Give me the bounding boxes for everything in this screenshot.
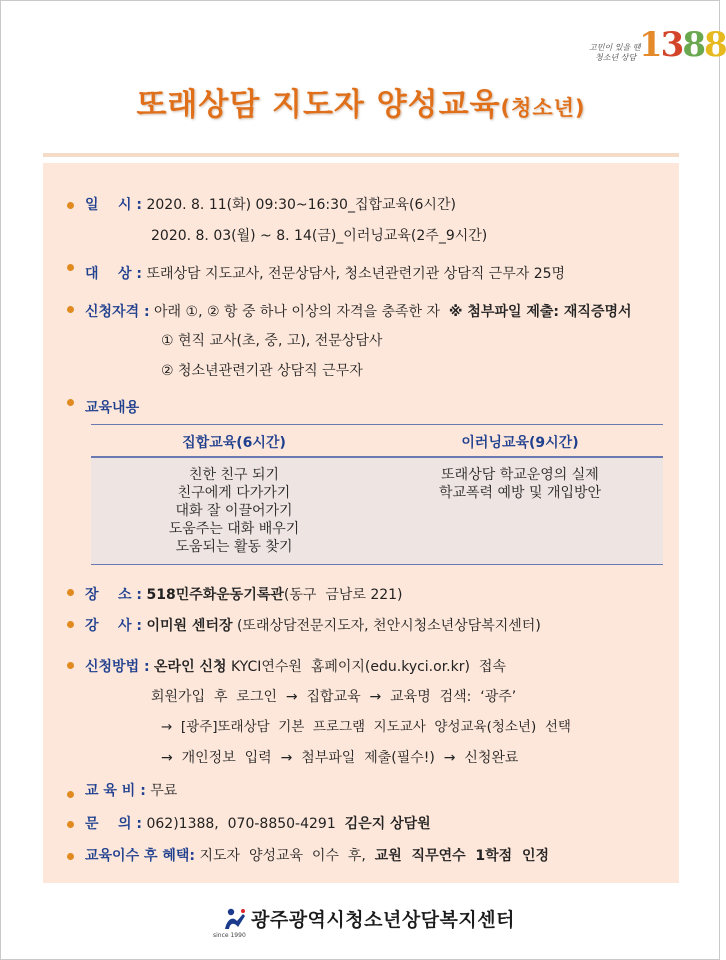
table-cell: 또래상담 학교운영의 실제	[441, 467, 599, 483]
bullet-icon	[67, 264, 74, 271]
qualification-item1: ① 현직 교사(초, 중, 고), 전문상담사	[161, 333, 383, 349]
instructor-name: 이미원 센터장	[146, 618, 233, 634]
curriculum-row	[85, 399, 139, 417]
bullet-icon	[67, 853, 74, 860]
bullet-icon	[67, 202, 74, 209]
bullet-icon	[67, 791, 74, 798]
table-header-col2: 이러닝교육(9시간)	[461, 435, 579, 451]
footer-org-name: 광주광역시청소년상담복지센터	[251, 909, 515, 931]
title-main: 또래상담 지도자 양성교육	[136, 87, 501, 123]
qualification-text: 아래 ①, ② 항 중 하나 이상의 자격을 충족한 자	[154, 304, 445, 320]
schedule-row	[85, 196, 456, 214]
page-title	[1, 79, 721, 124]
venue-name: 518민주화운동기록관	[146, 587, 284, 603]
contact-row	[85, 815, 431, 833]
schedule-line1: 2020. 8. 11(화) 09:30~16:30_집합교육(6시간)	[146, 197, 456, 213]
apply-line4: → 개인정보 입력 → 첨부파일 제출(필수!) → 신청완료	[161, 750, 519, 766]
benefit-row	[85, 847, 549, 865]
1388-logo	[589, 25, 726, 73]
logo-digit: 8	[682, 25, 705, 65]
apply-online: 온라인 신청	[154, 659, 227, 675]
logo-number	[639, 25, 726, 65]
bullet-icon	[67, 821, 74, 828]
instructor-row	[85, 617, 541, 635]
logo-digit: 8	[704, 25, 726, 65]
fee-text: 무료	[150, 783, 178, 799]
schedule-label: 일 시 :	[85, 197, 143, 213]
logo-slogan-line2: 청소년 상담	[595, 53, 637, 62]
venue-row	[85, 586, 403, 604]
bullet-icon	[67, 399, 74, 406]
contact-person: 김은지 상담원	[344, 816, 431, 832]
contact-text: 062)1388, 070-8850-4291	[146, 816, 345, 832]
table-bottom-border	[91, 564, 663, 565]
table-cell: 도움주는 대화 배우기	[168, 521, 300, 537]
qualification-note: ※ 첨부파일 제출: 재직증명서	[448, 304, 632, 320]
bullet-icon	[67, 662, 74, 669]
target-text: 또래상담 지도교사, 전문상담사, 청소년관련기관 상담직 근무자 25명	[146, 266, 566, 282]
bullet-icon	[67, 589, 74, 596]
table-top-border	[91, 424, 663, 425]
qualification-label: 신청자격 :	[85, 304, 150, 320]
benefit-highlight: 교원 직무연수 1학점 인정	[374, 848, 549, 864]
schedule-line2: 2020. 8. 03(월) ~ 8. 14(금)_이러닝교육(2주_9시간)	[151, 228, 488, 244]
curriculum-label: 교육내용	[85, 400, 140, 416]
footer	[1, 901, 721, 941]
title-sub: (청소년)	[500, 96, 586, 120]
target-row	[85, 265, 565, 283]
apply-row	[85, 658, 506, 676]
instructor-label: 강 사 :	[85, 618, 143, 634]
curriculum-table	[91, 424, 663, 565]
title-divider	[43, 153, 679, 157]
logo-slogan-line1: 고민이 있을 땐	[589, 43, 641, 52]
bullet-icon	[67, 621, 74, 628]
center-logo-icon	[223, 907, 247, 931]
table-cell: 대화 잘 이끌어가기	[175, 503, 293, 519]
bullet-icon	[67, 306, 74, 313]
logo-digit: 1	[639, 25, 661, 65]
instructor-desc: (또래상담전문지도자, 천안시청소년상담복지센터)	[232, 618, 541, 634]
table-cell: 친구에게 다가가기	[177, 485, 291, 501]
table-col1	[91, 466, 377, 556]
contact-label: 문 의 :	[85, 816, 143, 832]
fee-label: 교 육 비 :	[85, 783, 146, 799]
benefit-label: 교육이수 후 혜택:	[85, 848, 196, 864]
qualification-row	[85, 303, 632, 321]
venue-address: (동구 금남로 221)	[283, 587, 403, 603]
table-cell: 도움되는 활동 찾기	[175, 539, 293, 555]
target-label: 대 상 :	[85, 266, 143, 282]
apply-line3: → [광주]또래상담 기본 프로그램 지도교사 양성교육(청소년) 선택	[161, 719, 571, 735]
table-header-border	[91, 456, 663, 458]
apply-label: 신청방법 :	[85, 659, 150, 675]
apply-line1: KYCI연수원 홈페이지(edu.kyci.or.kr) 접속	[226, 659, 506, 675]
table-col2	[377, 466, 663, 502]
logo-digit: 3	[660, 25, 683, 65]
logo-slogan	[589, 43, 640, 63]
venue-label: 장 소 :	[85, 587, 143, 603]
benefit-text: 지도자 양성교육 이수 후,	[195, 848, 375, 864]
table-cell: 학교폭력 예방 및 개입방안	[438, 485, 602, 501]
table-header-col1: 집합교육(6시간)	[182, 435, 286, 451]
qualification-item2: ② 청소년관련기관 상담직 근무자	[161, 363, 363, 379]
table-cell: 친한 친구 되기	[188, 467, 280, 483]
footer-since: since 1990	[213, 932, 246, 939]
fee-row	[85, 782, 177, 800]
apply-line2: 회원가입 후 로그인 → 집합교육 → 교육명 검색: ‘광주’	[151, 689, 517, 705]
